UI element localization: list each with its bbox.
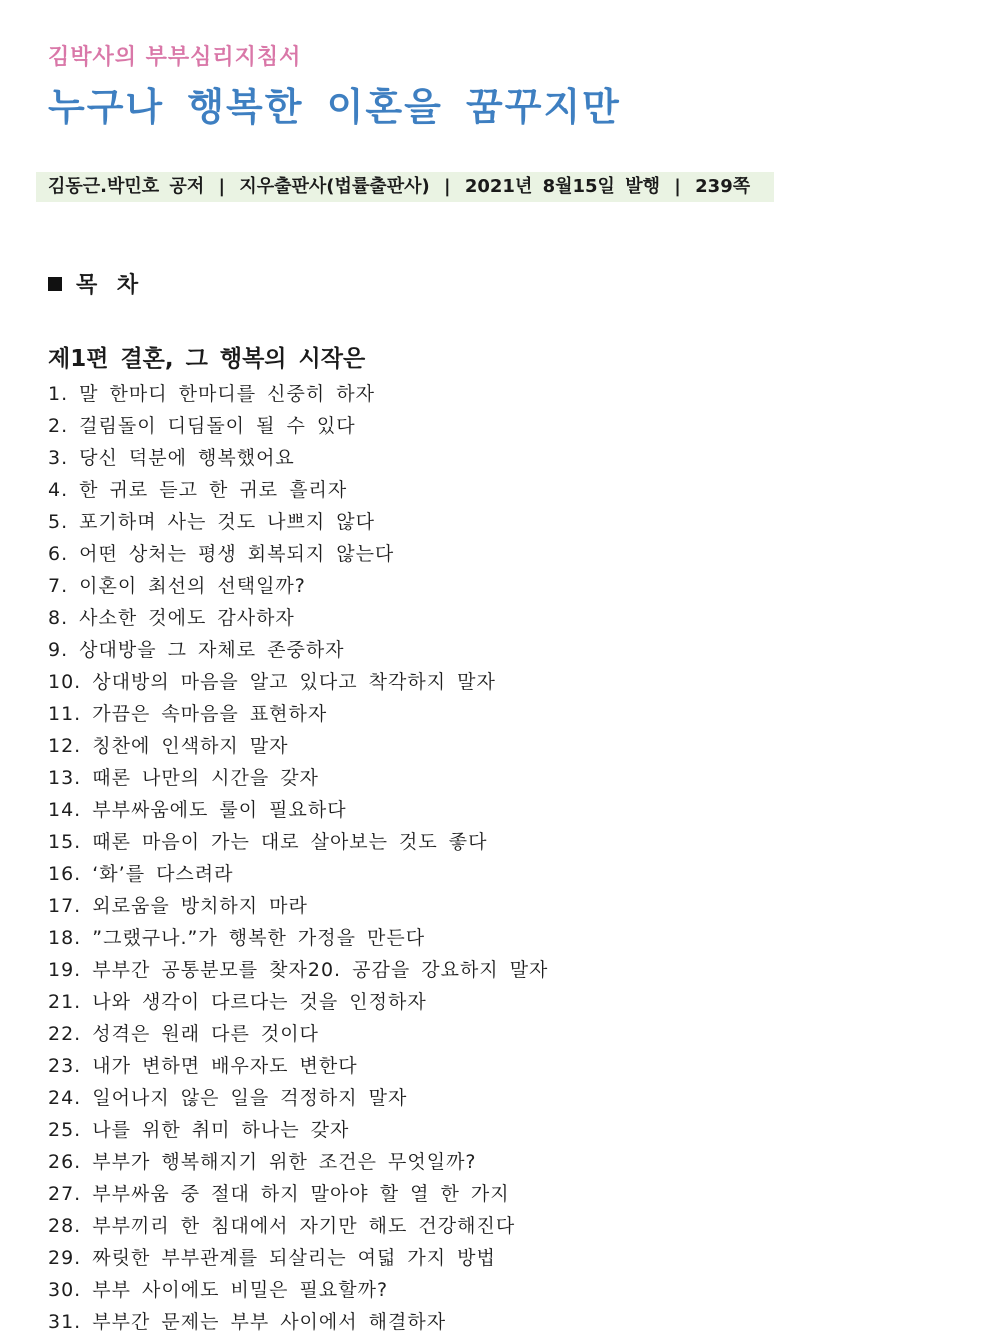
toc-item: 26. 부부가 행복해지기 위한 조건은 무엇일까? bbox=[48, 1151, 477, 1173]
toc-item: 10. 상대방의 마음을 알고 있다고 착각하지 말자 bbox=[48, 671, 496, 693]
toc-item: 16. ‘화’를 다스려라 bbox=[48, 863, 234, 885]
toc-item: 5. 포기하며 사는 것도 나쁘지 않다 bbox=[48, 511, 375, 533]
toc-item: 6. 어떤 상처는 평생 회복되지 않는다 bbox=[48, 543, 395, 565]
separator: | bbox=[674, 176, 681, 197]
toc-item: 23. 내가 변하면 배우자도 변한다 bbox=[48, 1055, 358, 1077]
toc-item: 1. 말 한마디 한마디를 신중히 하자 bbox=[48, 383, 375, 405]
toc-heading bbox=[48, 268, 144, 299]
series-title: 김박사의 부부심리지침서 bbox=[48, 45, 302, 70]
book-title: 누구나 행복한 이혼을 꿈꾸지만 bbox=[48, 85, 621, 129]
toc-item: 12. 칭찬에 인색하지 말자 bbox=[48, 735, 289, 757]
toc-item: 3. 당신 덕분에 행복했어요 bbox=[48, 447, 295, 469]
separator: | bbox=[218, 176, 226, 197]
toc-item: 17. 외로움을 방치하지 마라 bbox=[48, 895, 308, 917]
toc-item: 19. 부부간 공통분모를 찾자20. 공감을 강요하지 말자 bbox=[48, 959, 549, 981]
toc-item: 11. 가끔은 속마음을 표현하자 bbox=[48, 703, 328, 725]
toc-item: 18. ”그랬구나.”가 행복한 가정을 만든다 bbox=[48, 927, 426, 949]
toc-item: 7. 이혼이 최선의 선택일까? bbox=[48, 575, 306, 597]
toc-item: 15. 때론 마음이 가는 대로 살아보는 것도 좋다 bbox=[48, 831, 488, 853]
square-bullet-icon bbox=[48, 277, 62, 291]
authors: 김동근.박민호 공저 bbox=[48, 176, 205, 197]
toc-item: 24. 일어나지 않은 일을 걱정하지 말자 bbox=[48, 1087, 408, 1109]
toc-item: 28. 부부끼리 한 침대에서 자기만 해도 건강해진다 bbox=[48, 1215, 516, 1237]
publish-date: 2021년 8월15일 발행 bbox=[464, 176, 660, 197]
toc-list bbox=[48, 378, 548, 1338]
book-info-bar bbox=[36, 172, 774, 202]
separator: | bbox=[443, 176, 451, 197]
toc-item: 27. 부부싸움 중 절대 하지 말아야 할 열 한 가지 bbox=[48, 1183, 510, 1205]
publisher: 지우출판사(법률출판사) bbox=[239, 176, 430, 197]
toc-item: 4. 한 귀로 듣고 한 귀로 흘리자 bbox=[48, 479, 348, 501]
toc-heading-label: 목 차 bbox=[76, 273, 145, 298]
page-count: 239쪽 bbox=[695, 176, 751, 197]
toc-item: 31. 부부간 문제는 부부 사이에서 해결하자 bbox=[48, 1311, 447, 1333]
toc-item: 14. 부부싸움에도 룰이 필요하다 bbox=[48, 799, 347, 821]
toc-item: 25. 나를 위한 취미 하나는 갖자 bbox=[48, 1119, 350, 1141]
toc-item: 2. 걸림돌이 디딤돌이 될 수 있다 bbox=[48, 415, 356, 437]
part-title: 제1편 결혼, 그 행복의 시작은 bbox=[48, 346, 366, 372]
toc-item: 21. 나와 생각이 다르다는 것을 인정하자 bbox=[48, 991, 427, 1013]
toc-item: 29. 짜릿한 부부관계를 되살리는 여덟 가지 방법 bbox=[48, 1247, 496, 1269]
toc-item: 8. 사소한 것에도 감사하자 bbox=[48, 607, 295, 629]
toc-item: 30. 부부 사이에도 비밀은 필요할까? bbox=[48, 1279, 389, 1301]
toc-item: 9. 상대방을 그 자체로 존중하자 bbox=[48, 639, 345, 661]
toc-item: 13. 때론 나만의 시간을 갖자 bbox=[48, 767, 319, 789]
toc-item: 22. 성격은 원래 다른 것이다 bbox=[48, 1023, 319, 1045]
